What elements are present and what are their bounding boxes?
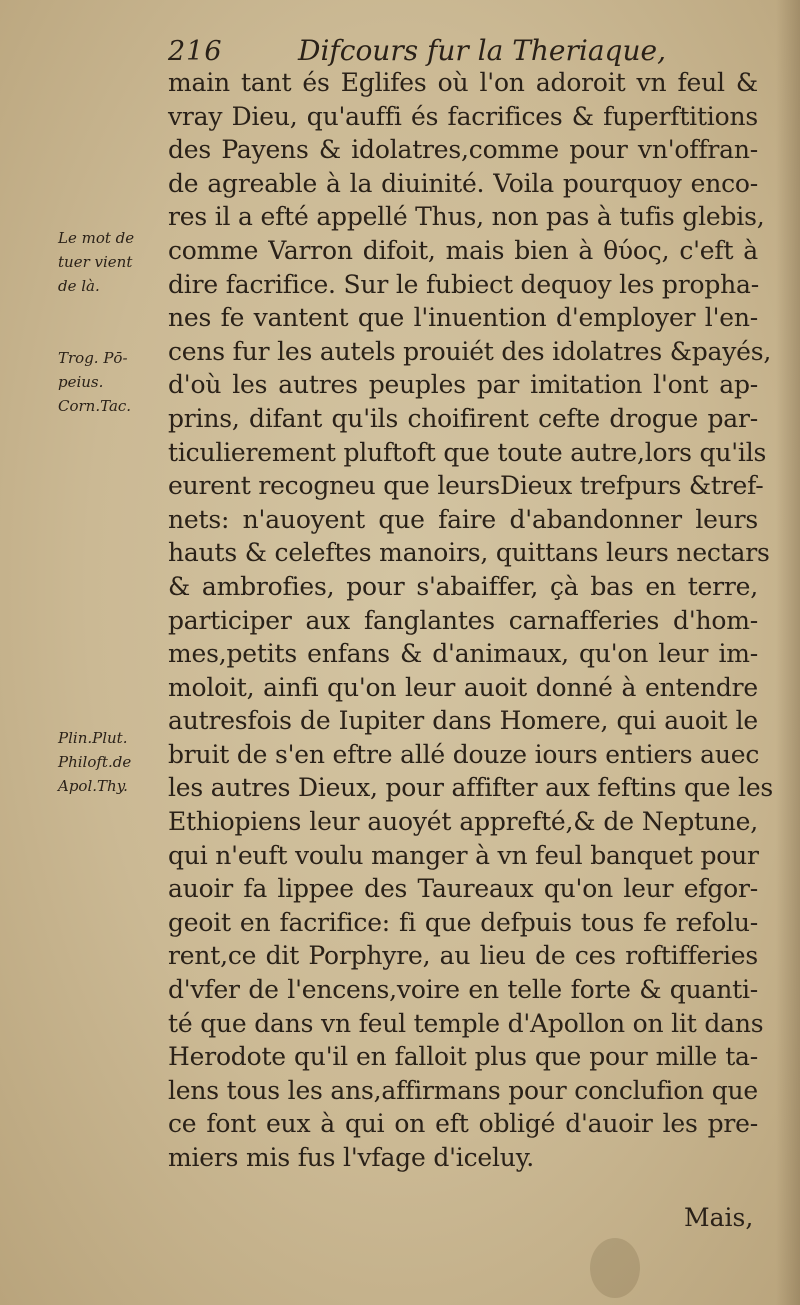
text-line: prins, difant qu'ils choifirent cefte drogue par- [168, 403, 758, 433]
margin-note-sources [58, 346, 168, 418]
text-line: & ambrofies, pour s'abaiffer, çà bas en terre, [168, 571, 758, 601]
text-line: mes,petits enfans & d'animaux, qu'on leur im- [168, 639, 758, 669]
text-line: cens fur les autels prouiét des idolatres &payés, [168, 336, 772, 366]
text-line: vray Dieu, qu'auffi és facrifices & fuperftitions [168, 101, 758, 131]
text-line: d'vfer de l'encens,voire en telle forte & quanti- [168, 975, 758, 1005]
text-line: ticulierement pluftoft que toute autre,lors qu'ils [168, 437, 767, 467]
margin-note-line: tuer vient [58, 253, 133, 271]
text-line: de agreable à la diuinité. Voila pourquoy enco- [168, 168, 758, 198]
text-line: auoir fa lippee des Taureaux qu'on leur efgor- [168, 874, 758, 904]
text-line: nets: n'auoyent que faire d'abandonner leurs [168, 504, 758, 534]
text-line: Ethiopiens leur auoyét apprefté,& de Neptune, [168, 807, 758, 837]
text-line: rent,ce dit Porphyre, au lieu de ces roftifferies [168, 941, 758, 971]
margin-note-line: peius. [58, 373, 104, 391]
text-line: Herodote qu'il en falloit plus que pour mille ta- [168, 1042, 758, 1072]
margin-note-etymology [58, 226, 168, 298]
text-line: nes fe vantent que l'inuention d'employer l'en- [168, 303, 758, 333]
text-line: geoit en facrifice: fi que defpuis tous fe refolu- [168, 907, 758, 937]
text-line: main tant és Eglifes où l'on adoroit vn feul & [168, 68, 758, 97]
text-line: res il a efté appellé Thus, non pas à tufis glebis, [168, 202, 765, 232]
margin-note-citations [58, 726, 168, 798]
margin-note-line: de là. [58, 277, 100, 295]
text-line: hauts & celeftes manoirs, quittans leurs nectars [168, 538, 770, 568]
text-line: les autres Dieux, pour affifter aux feftins que les [168, 773, 774, 803]
margin-note-line: Apol.Thy. [58, 777, 128, 795]
text-line: des Payens & idolatres,comme pour vn'offran- [168, 135, 758, 165]
text-line: bruit de s'en eftre allé douze iours entiers auec [168, 739, 760, 769]
margin-note-line: Le mot de [58, 229, 135, 247]
paper-stain [590, 1238, 640, 1298]
text-line: té que dans vn feul temple d'Apollon on lit dans [168, 1008, 764, 1038]
text-line: lens tous les ans,affirmans pour conclufion que [168, 1075, 758, 1105]
page-number: 216 [168, 36, 223, 67]
text-line: moloit, ainfi qu'on leur auoit donné à entendre [168, 672, 758, 702]
text-line: d'où les autres peuples par imitation l'ont ap- [168, 370, 758, 400]
margin-note-line: Corn.Tac. [58, 397, 132, 415]
text-line-last: miers mis fus l'vfage d'iceluy. [168, 1143, 535, 1172]
text-line: dire facrifice. Sur le fubiect dequoy les propha- [168, 269, 759, 299]
text-line: comme Varron difoit, mais bien à θύος, c'eft à [168, 235, 758, 265]
text-line: ce font eux à qui on eft obligé d'auoir les pre- [168, 1109, 758, 1139]
text-line: participer aux fanglantes carnafferies d'hom- [168, 605, 758, 635]
body-text [168, 66, 774, 1175]
text-line: autresfois de Iupiter dans Homere, qui auoit le [168, 706, 758, 736]
margin-note-line: Trog. Pō- [58, 349, 128, 367]
running-title: Difcours fur la Theriaque, [298, 34, 666, 67]
margin-note-line: Plin.Plut. [58, 729, 128, 747]
page-edge-shadow [776, 0, 800, 1305]
text-line: qui n'euft voulu manger à vn feul banquet pour [168, 840, 759, 870]
catchword: Mais, [684, 1203, 754, 1232]
margin-note-line: Philoft.de [58, 753, 132, 771]
text-line: eurent recogneu que leursDieux trefpurs &tref- [168, 471, 764, 501]
